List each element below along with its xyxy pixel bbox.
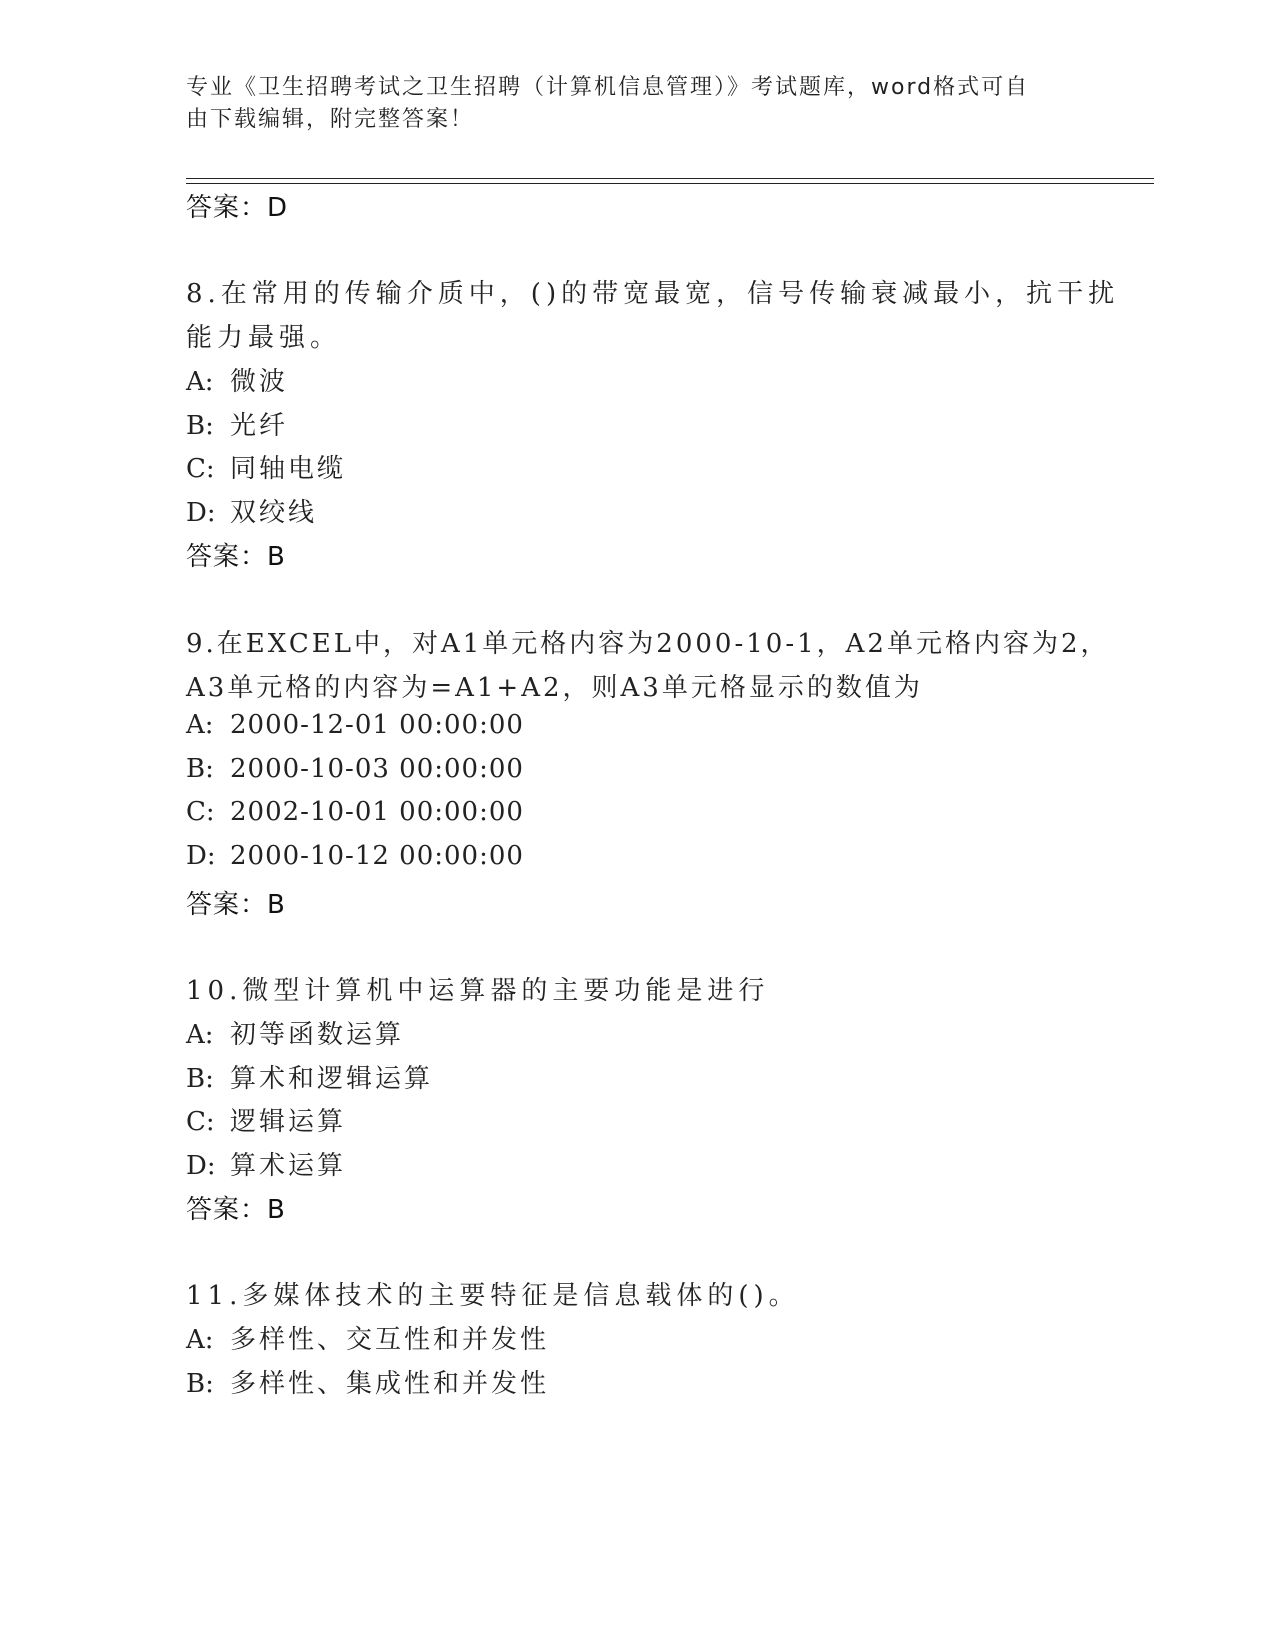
option-text: 2000-10-03 00:00:00: [230, 754, 524, 784]
option-text: 初等函数运算: [230, 1020, 405, 1050]
option-letter: D:: [186, 841, 216, 871]
option-letter: B:: [186, 411, 214, 441]
option-text: 多样性、交互性和并发性: [230, 1325, 550, 1355]
question-8-line-2: 能力最强。: [186, 323, 342, 353]
option-text: 算术和逻辑运算: [230, 1064, 434, 1094]
question-9-line-2: A3单元格的内容为=A1+A2，则A3单元格显示的数值为: [186, 673, 923, 703]
option-text: 多样性、集成性和并发性: [230, 1369, 550, 1399]
option-text: 微波: [230, 367, 289, 397]
question-9-option-d: [186, 841, 524, 871]
question-10-answer: 答案：B: [186, 1195, 286, 1225]
question-8-answer: 答案：B: [186, 542, 286, 572]
question-11-option-a: [186, 1319, 549, 1356]
option-letter: C:: [186, 1107, 215, 1137]
option-letter: A:: [186, 1020, 214, 1050]
question-9-option-a: [186, 710, 524, 740]
option-text: 2000-10-12 00:00:00: [230, 841, 524, 871]
document-header: [186, 72, 1066, 136]
question-9-option-b: [186, 754, 524, 784]
option-letter: B:: [186, 1064, 214, 1094]
question-10-option-c: [186, 1101, 346, 1138]
question-10-line-1: 10.微型计算机中运算器的主要功能是进行: [186, 976, 770, 1006]
header-line-2: 由下载编辑，附完整答案！: [186, 107, 475, 132]
question-9-answer: 答案：B: [186, 890, 286, 920]
option-text: 2002-10-01 00:00:00: [230, 797, 524, 827]
question-9-option-c: [186, 797, 524, 827]
question-8-line-1: 8.在常用的传输介质中，()的带宽最宽，信号传输衰减最小，抗干扰: [186, 279, 1120, 309]
option-text: 2000-12-01 00:00:00: [230, 710, 524, 740]
option-letter: A:: [186, 367, 214, 397]
question-8-option-a: [186, 361, 288, 398]
option-text: 逻辑运算: [230, 1107, 347, 1137]
option-letter: C:: [186, 454, 215, 484]
answer-previous: 答案：D: [186, 193, 289, 223]
option-letter: A:: [186, 1325, 214, 1355]
question-10-option-d: [186, 1145, 346, 1182]
question-8-option-d: [186, 492, 317, 529]
header-divider-top: [186, 178, 1154, 179]
question-11-line-1: 11.多媒体技术的主要特征是信息载体的()。: [186, 1281, 800, 1311]
option-text: 同轴电缆: [230, 454, 347, 484]
option-letter: A:: [186, 710, 214, 740]
option-letter: B:: [186, 1369, 214, 1399]
option-letter: D:: [186, 1151, 216, 1181]
option-letter: C:: [186, 797, 215, 827]
option-text: 双绞线: [230, 498, 318, 528]
option-letter: D:: [186, 498, 216, 528]
question-11-option-b: [186, 1363, 549, 1400]
option-text: 算术运算: [230, 1151, 347, 1181]
question-9-line-1: 9.在EXCEL中，对A1单元格内容为2000-10-1，A2单元格内容为2，: [186, 629, 1110, 659]
question-10-option-b: [186, 1058, 433, 1095]
question-10-option-a: [186, 1014, 404, 1051]
header-divider-bottom: [186, 183, 1154, 184]
option-letter: B:: [186, 754, 214, 784]
header-line-1: 专业《卫生招聘考试之卫生招聘（计算机信息管理）》考试题库，word格式可自: [186, 75, 1030, 100]
question-8-option-c: [186, 448, 346, 485]
question-8-option-b: [186, 405, 288, 442]
option-text: 光纤: [230, 411, 289, 441]
